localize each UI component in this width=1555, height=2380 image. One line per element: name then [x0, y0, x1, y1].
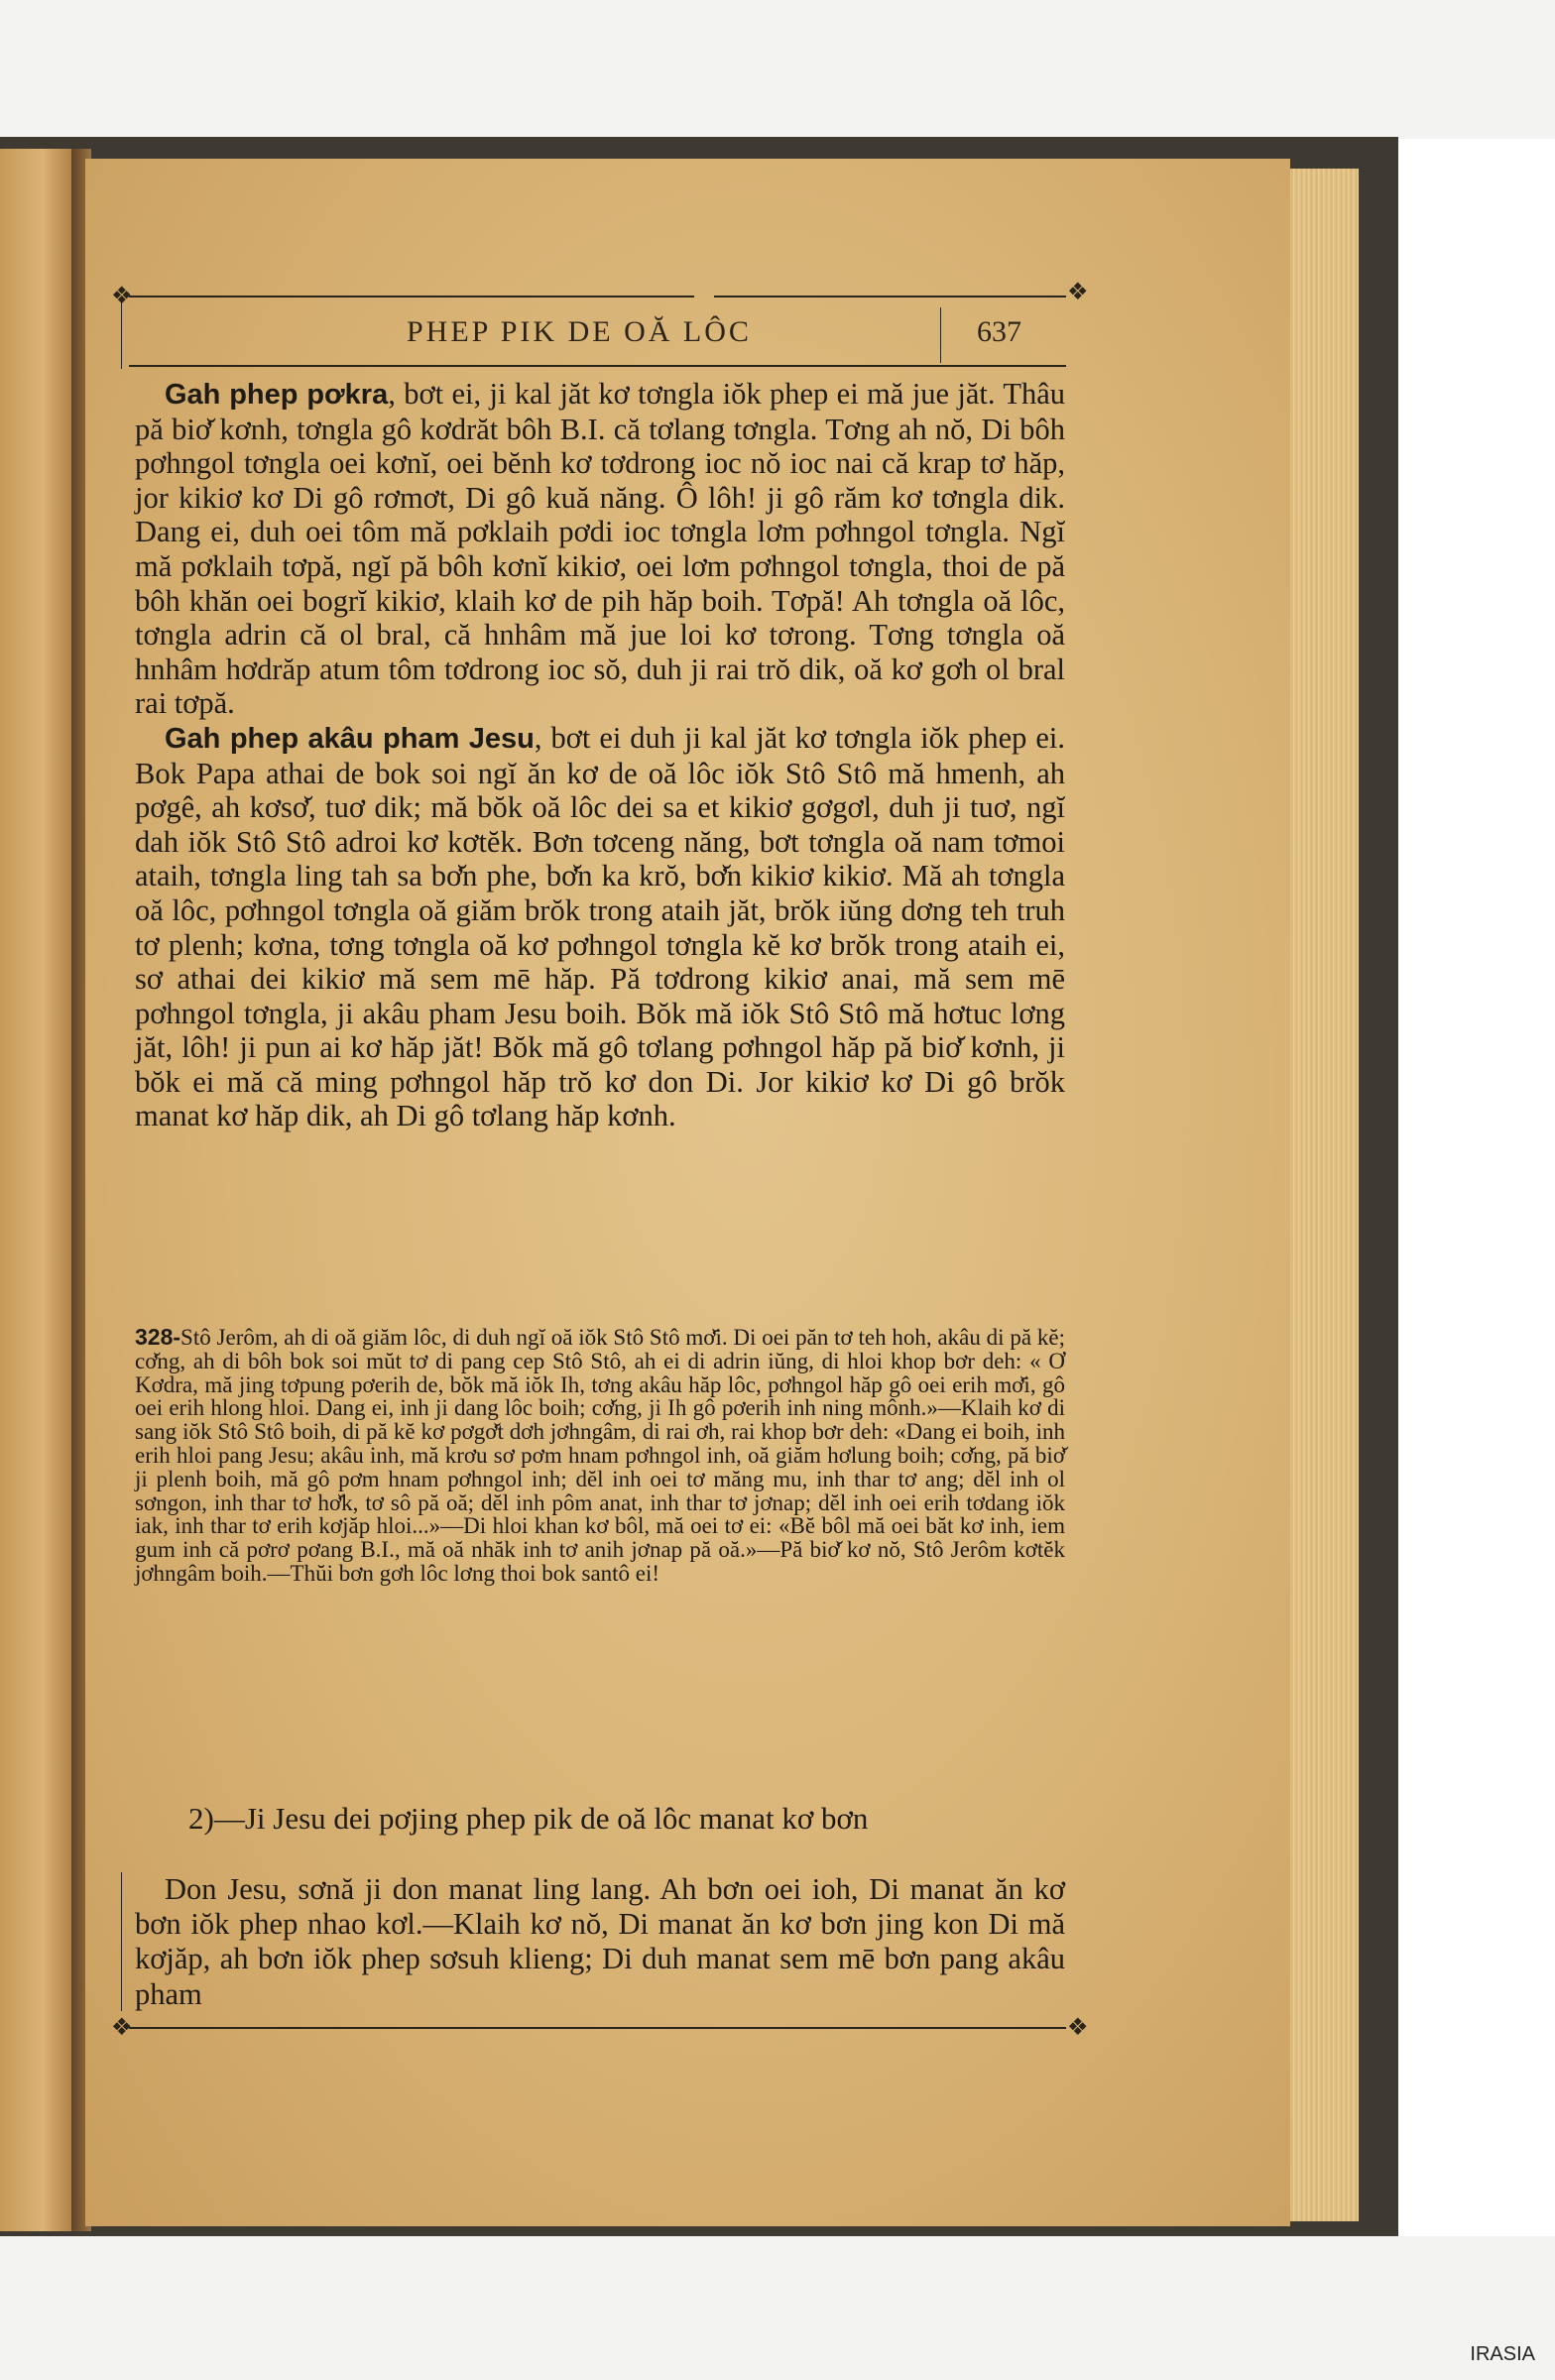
ornament-top-left: ❖: [111, 284, 133, 309]
paragraph-1-lead: Gah phep pơkra: [165, 379, 389, 411]
paragraph-1: [135, 377, 1065, 721]
header-divider: [940, 307, 941, 363]
top-rule-left: [129, 296, 694, 298]
main-text-continued: [135, 1872, 1065, 2012]
ornament-top-right: ❖: [1067, 280, 1089, 305]
paragraph-2-text: , bơt ei duh ji kal jăt kơ tơngla iŏk phep ei. Bok Papa athai de bok soi ngĭ ăn kơ de oă lôc iŏk Stô Stô mă hmenh, ah pơgê, ah kơsơ̆, tuơ dik; mă bŏk oă lôc dei sa et kikiơ gơgơl, duh ji tuơ, ngĭ dah iŏk Stô Stô adroi kơ kơtĕk. Bơn tơceng năng, bơt tơngla oă nam tơmoi ataih, tơngla ling tah sa bơ̆n phe, bơ̆n ka krŏ, bơ̆n kikiơ kikiơ. Mă ah tơngla oă lôc, pơhngol tơngla oă giăm brŏk trong ataih jăt, brŏk iŭng dơng teh truh tơ plenh; kơna, tơng tơngla oă kơ pơhngol tơngla kĕ kơ brŏk trong ataih ei, sơ athai dei kikiơ mă sem mē hăp. Pă tơdrong kikiơ anai, mă sem mē pơhngol tơngla, ji akâu pham Jesu boih. Bŏk mă iŏk Stô Stô mă hơtuc lơng jăt, lôh! ji pun ai kơ hăp jăt! Bŏk mă gô tơlang pơhngol hăp pă biơ̆ kơnh, ji bŏk ei mă că ming pơhngol hăp trŏ kơ don Di. Jor kikiơ kơ Di gô brŏk manat kơ hăp dik, ah Di gô tơlang hăp kơnh.: [135, 720, 1065, 1133]
background-bottom: [0, 2236, 1555, 2380]
watermark: IRASIA: [1470, 2343, 1535, 2365]
note-number: 328-: [135, 1324, 181, 1350]
running-title: PHEP PIK DE OĂ LÔC: [407, 315, 752, 348]
note-text: Stô Jerôm, ah di oă giăm lôc, di duh ngĭ oă iŏk Stô Stô mơ̆i. Di oei păn tơ teh hoh, akâu di pă kĕ; cơ̆ng, ah di bôh bok soi mŭt tơ di pang cep Stô Stô, ah ei di adrin iŭng, di hloi khop bơr deh: « Ơ Kơdra, mă jing tơpung pơerih de, bŏk mă iŏk Ih, tơng akâu hăp lôc, pơhngol hăp gô oei erih mơ̆i, gô oei erih hlong hloi. Dang ei, inh ji dang lôc boih; cơ̆ng, ji Ih gô pơerih inh ning mônh.»—Klaih kơ di sang iŏk Stô Stô boih, di pă kĕ kơ pơgơ̆t dơh jơhngâm, di rai ơh, rai khop bơr deh: «Dang ei boih, inh erih hloi pang Jesu; akâu inh, mă krơu sơ pơm hnam pơhngol inh, oă giăm hơlung boih; cơ̆ng, pă biơ̆ ji plenh boih, mă gô pơm hnam pơhngol inh; dĕl inh oei tơ măng mu, inh thar tơ ang; dĕl inh ol sơngon, inh thar tơ hơ̆k, tơ sô pă oă; dĕl inh pôm anat, inh thar tơ jơnap; dĕl inh oei erih tơdang iŏk iak, inh thar tơ erih kơjăp hloi...»—Di hloi khan kơ bôl, mă oei tơ ei: «Bĕ bôl mă oei băt kơ inh, iem gum inh că pơrơ pơang B.I., mă oă nhăk inh tơ anih jơnap pă oă.»—Pă biơ̆ kơ nŏ, Stô Jerôm kơtĕk jơhngâm boih.—Thŭi bơn gơh lôc lơng thoi bok santô ei!: [135, 1325, 1065, 1586]
numbered-note: [135, 1326, 1065, 1586]
paragraph-2: [135, 721, 1065, 1133]
paragraph-3: Don Jesu, sơnă ji don manat ling lang. Ah bơn oei ioh, Di manat ăn kơ bơn iŏk phep nhao kơl.—Klaih kơ nŏ, Di manat ăn kơ bơn jing kon Di mă kơjăp, ah bơn iŏk phep sơsuh klieng; Di duh manat sem mē bơn pang akâu pham: [135, 1872, 1065, 2011]
header-left-border: [121, 298, 122, 369]
left-page-edge: [0, 149, 77, 2231]
paragraph-1-text: , bơt ei, ji kal jăt kơ tơngla iŏk phep ei mă jue jăt. Thâu pă biơ̆ kơnh, tơngla gô kơdrăt bôh B.I. că tơlang tơngla. Tơng ah nŏ, Di bôh pơhngol tơngla oei kơnĭ, oei bĕnh kơ tơdrong ioc nŏ ioc nai că krap tơ hăp, jor kikiơ kơ Di gô rơmơt, Di gô kuă năng. Ô lôh! ji gô răm kơ tơngla dik. Dang ei, duh oei tôm mă pơklaih pơdi ioc tơngla lơm pơhngol tơngla. Ngĭ mă pơklaih tơpă, ngĭ pă bôh kơnĭ kikiơ, oei lơm pơhngol tơngla, thoi de pă bôh khăn oei bogrĭ kikiơ, klaih kơ de pih hăp boih. Tơpă! Ah tơngla oă lôc, tơngla adrin că ol bral, că hnhâm mă jue loi kơ tơrong. Tơng tơngla oă hnhâm hơdrăp atum tôm tơdrong ioc sŏ, duh ji rai trŏ dik, oă kơ gơh ol bral rai tơpă.: [135, 377, 1065, 721]
background-top: [0, 0, 1555, 139]
bottom-rule: [129, 2027, 1066, 2029]
page-number: 637: [977, 315, 1021, 348]
ornament-bottom-right: ❖: [1067, 2015, 1089, 2041]
paragraph-2-lead: Gah phep akâu pham Jesu: [165, 722, 535, 755]
body-left-border: [121, 1872, 122, 2011]
top-rule-right: [714, 296, 1066, 298]
main-text: [135, 377, 1065, 1133]
section-heading: 2)—Ji Jesu dei pơjing phep pik de oă lôc manat kơ bơn: [188, 1801, 869, 1836]
header-underline: [129, 365, 1066, 367]
ornament-bottom-left: ❖: [111, 2015, 133, 2041]
